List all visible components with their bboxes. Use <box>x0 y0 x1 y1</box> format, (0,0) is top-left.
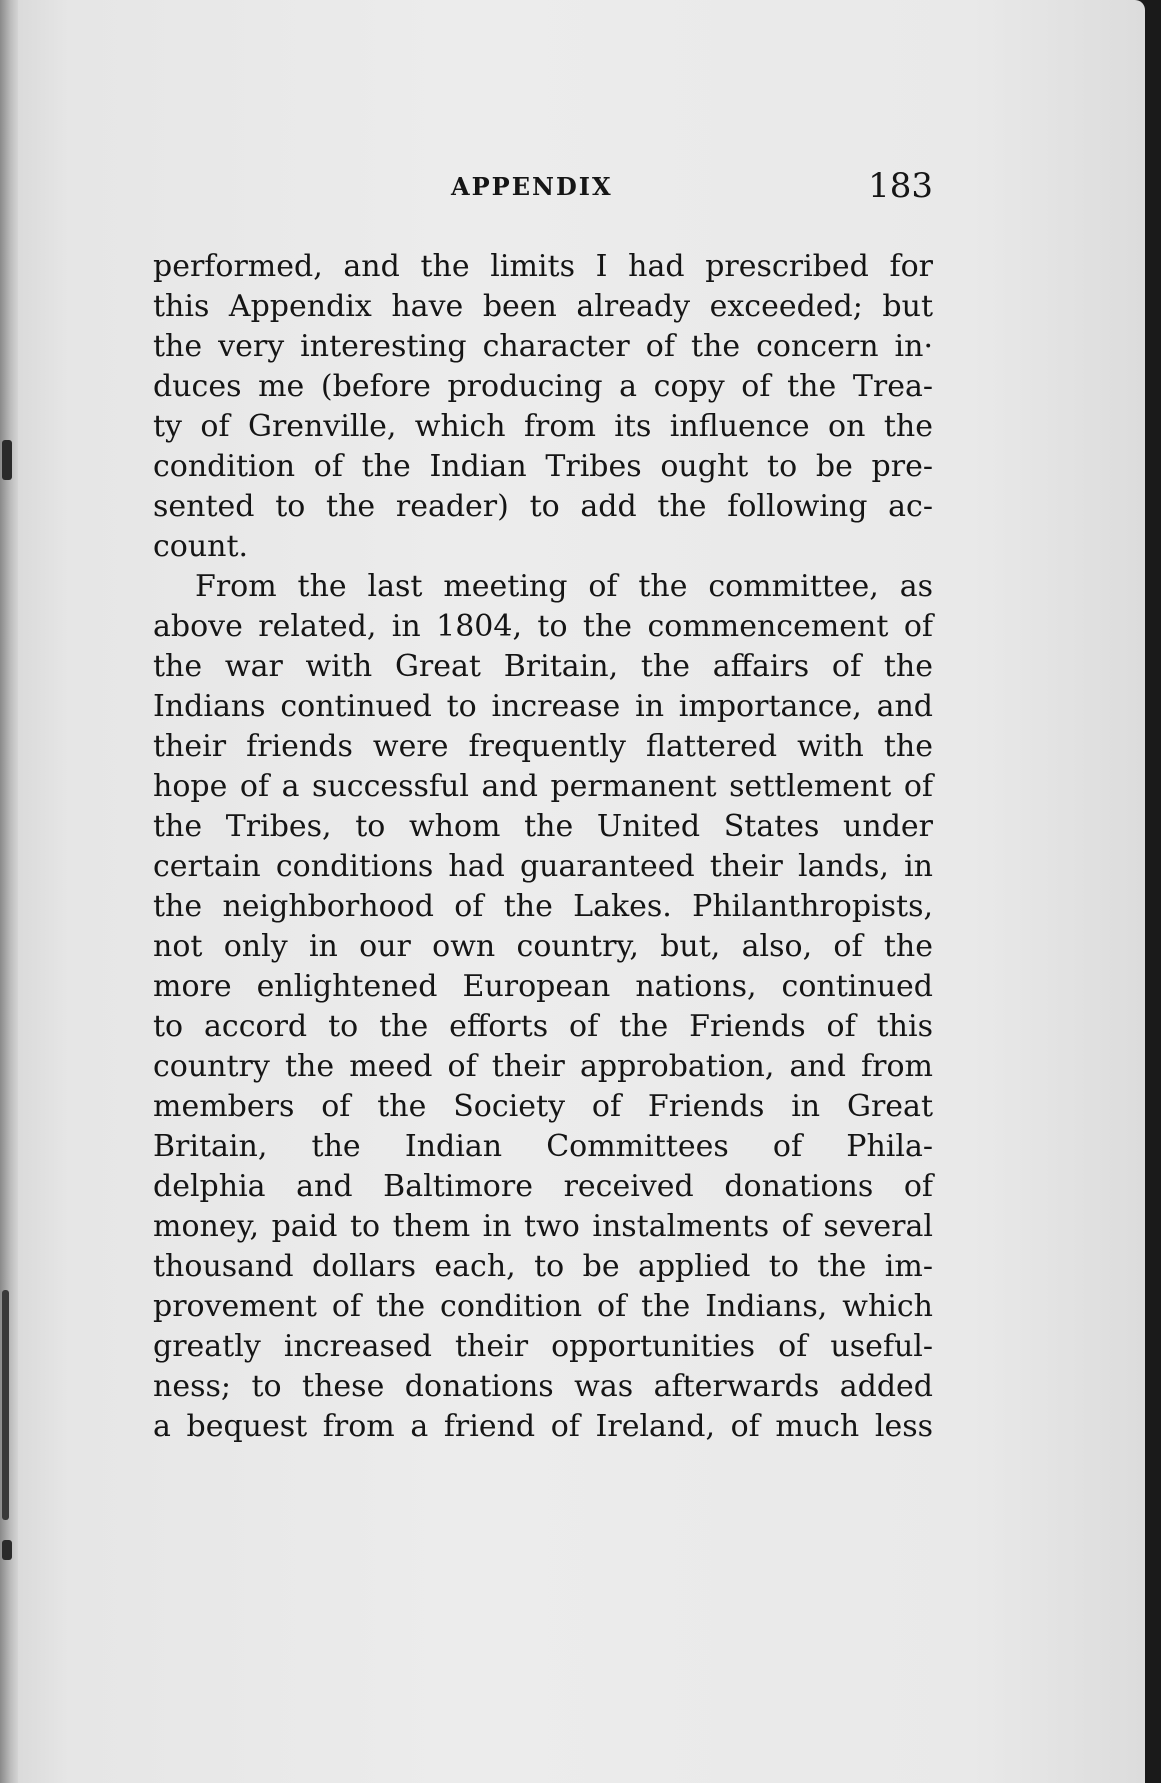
text-line: From the last meeting of the committee, as <box>195 569 933 604</box>
text-line: certain conditions had guaranteed their lands, in <box>153 849 933 884</box>
text-line: provement of the condition of the Indians, which <box>153 1289 933 1324</box>
text-line: count. <box>153 529 249 564</box>
text-line: the very interesting character of the concern in· <box>153 329 933 364</box>
text-line: not only in our own country, but, also, of the <box>153 929 933 964</box>
text-line: money, paid to them in two instalments of several <box>153 1209 933 1244</box>
text-line: thousand dollars each, to be applied to the im- <box>153 1249 933 1284</box>
text-line: a bequest from a friend of Ireland, of much less <box>153 1409 933 1444</box>
text-line: the neighborhood of the Lakes. Philanthropists, <box>153 889 933 924</box>
text-line: the war with Great Britain, the affairs of the <box>153 649 933 684</box>
text-line: their friends were frequently flattered with the <box>153 729 933 764</box>
text-line: more enlightened European nations, continued <box>153 969 933 1004</box>
text-line: duces me (before producing a copy of the Trea- <box>153 369 933 404</box>
text-line: delphia and Baltimore received donations of <box>153 1169 933 1204</box>
text-line: members of the Society of Friends in Great <box>153 1089 933 1124</box>
text-line: Britain, the Indian Committees of Phila- <box>153 1129 933 1164</box>
text-line: ness; to these donations was afterwards added <box>153 1369 933 1404</box>
body-text <box>153 247 933 1447</box>
page-number: 183 <box>868 166 933 206</box>
binding-stitch <box>2 1290 9 1520</box>
running-header <box>153 166 933 212</box>
text-line: the Tribes, to whom the United States under <box>153 809 933 844</box>
text-line: Indians continued to increase in importance, and <box>153 689 933 724</box>
text-line: sented to the reader) to add the following ac- <box>153 489 933 524</box>
text-line: above related, in 1804, to the commencement of <box>153 609 933 644</box>
text-line: ty of Grenville, which from its influence on the <box>153 409 933 444</box>
text-line: to accord to the efforts of the Friends of this <box>153 1009 933 1044</box>
text-line: this Appendix have been already exceeded; but <box>153 289 933 324</box>
text-line: performed, and the limits I had prescribed for <box>153 249 933 284</box>
binding-stitch <box>2 440 12 480</box>
scan-edge <box>1145 0 1161 1783</box>
header-title: APPENDIX <box>451 172 613 201</box>
text-line: hope of a successful and permanent settlement of <box>153 769 933 804</box>
text-line: greatly increased their opportunities of useful- <box>153 1329 933 1364</box>
text-line: country the meed of their approbation, and from <box>153 1049 933 1084</box>
text-line: condition of the Indian Tribes ought to be pre- <box>153 449 933 484</box>
binding-stitch <box>2 1540 12 1560</box>
